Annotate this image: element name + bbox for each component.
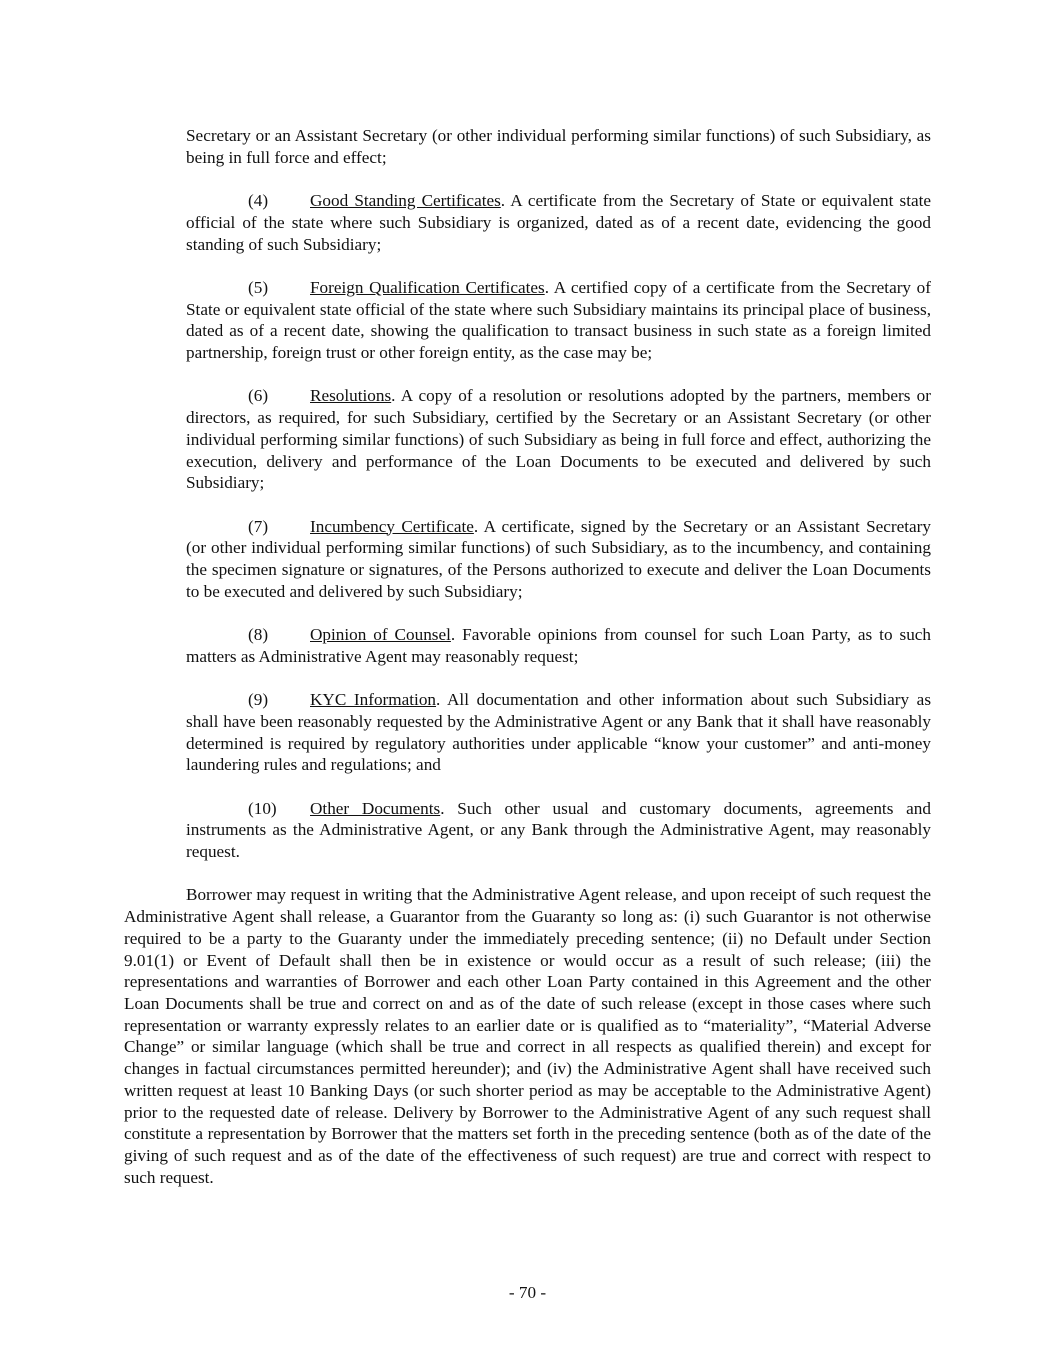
- item-number: (7): [248, 516, 269, 536]
- document-page: [124, 125, 931, 1210]
- list-item: [186, 385, 931, 494]
- item-number: (4): [248, 191, 269, 211]
- item-text: . A certificate, signed by the Secretary or an Assistant Secretary (or other individual performing similar functions) of such Subsidiary, as to the incumbency, and containing the specimen signature or signatures, of the Persons authorized to execute and deliver the Loan Documents to be executed and delivered by such Subsidiary;: [186, 516, 931, 601]
- item-number: (9): [248, 690, 269, 710]
- item-text: . Favorable opinions from counsel for such Loan Party, as to such matters as Administrative Agent may reasonably request;: [186, 625, 932, 666]
- continuation-paragraph: Secretary or an Assistant Secretary (or other individual performing similar functions) of such Subsidiary, as being in full force and effect;: [186, 126, 931, 167]
- item-number: (5): [248, 277, 269, 297]
- item-heading: Other Documents: [310, 798, 441, 818]
- item-heading: Opinion of Counsel: [310, 625, 451, 645]
- item-number: (10): [248, 798, 277, 818]
- guarantor-release-paragraph: Borrower may request in writing that the Administrative Agent release, and upon receipt of such request the Administrative Agent shall release, a Guarantor from the Guaranty so long as: (i) such Guarantor is not otherwise required to be a party to the Guaranty under the immediately preceding sentence; (ii) no Default under Section 9.01(1) or Event of Default shall then be in existence or would occur as a result of such release; (iii) the representations and warranties of Borrower and each other Loan Party contained in this Agreement and the other Loan Documents shall be true and correct on and as of the date of such release (except in those cases where such representation or warranty expressly relates to an earlier date or is qualified as to “materiality”, “Material Adverse Change” or similar language (which shall be true and correct in all respects as qualified therein) and except for changes in factual circumstances permitted hereunder); and (iv) the Administrative Agent shall have received such written request at least 10 Banking Days (or such shorter period as may be acceptable to the Administrative Agent) prior to the requested date of release. Delivery by Borrower to the Administrative Agent of any such request shall constitute a representation by Borrower that the matters set forth in the preceding sentence (both as of the date of the giving of such request and as of the date of the effectiveness of such request) are true and correct with respect to such request.: [124, 885, 931, 1187]
- item-number: (8): [248, 625, 269, 645]
- item-text: . A certified copy of a certificate from the Secretary of State or equivalent state official of the state where such Subsidiary maintains its principal place of business, dated as of a recent date, showing the qualification to transact business in such state as a foreign limited partnership, foreign trust or other foreign entity, as the case may be;: [186, 277, 931, 362]
- item-heading: Incumbency Certificate: [310, 516, 474, 536]
- list-item: [186, 624, 931, 667]
- list-item: [186, 798, 931, 863]
- item-heading: Foreign Qualification Certificates: [310, 277, 545, 297]
- list-item: [186, 277, 931, 364]
- item-heading: KYC Information: [310, 690, 437, 710]
- item-text: . All documentation and other information about such Subsidiary as shall have been reasonably requested by the Administrative Agent or any Bank that it shall have reasonably determined is required by regulatory authorities under applicable “know your customer” and anti-money laundering rules and regulations; and: [186, 690, 932, 775]
- item-text: . A certificate from the Secretary of State or equivalent state official of the state where such Subsidiary is organized, dated as of a recent date, evidencing the good standing of such Subsidiary;: [186, 191, 931, 254]
- list-item: [186, 689, 931, 776]
- item-text: . A copy of a resolution or resolutions adopted by the partners, members or directors, as required, for such Subsidiary, certified by the Secretary or an Assistant Secretary (or other individual performing similar functions) of such Subsidiary as being in full force and effect, authorizing the execution, delivery and performance of the Loan Documents to be executed and delivered by such Subsidiary;: [186, 386, 931, 493]
- item-heading: Resolutions: [310, 386, 392, 406]
- page-number: - 70 -: [508, 1283, 547, 1302]
- item-list: [124, 190, 931, 863]
- list-item: [186, 516, 931, 603]
- item-number: (6): [248, 386, 269, 406]
- list-item: [186, 190, 931, 255]
- item-heading: Good Standing Certificates: [310, 191, 501, 211]
- item-text: . Such other usual and customary documents, agreements and instruments as the Administrative Agent, or any Bank through the Administrative Agent, may reasonably request.: [186, 798, 931, 862]
